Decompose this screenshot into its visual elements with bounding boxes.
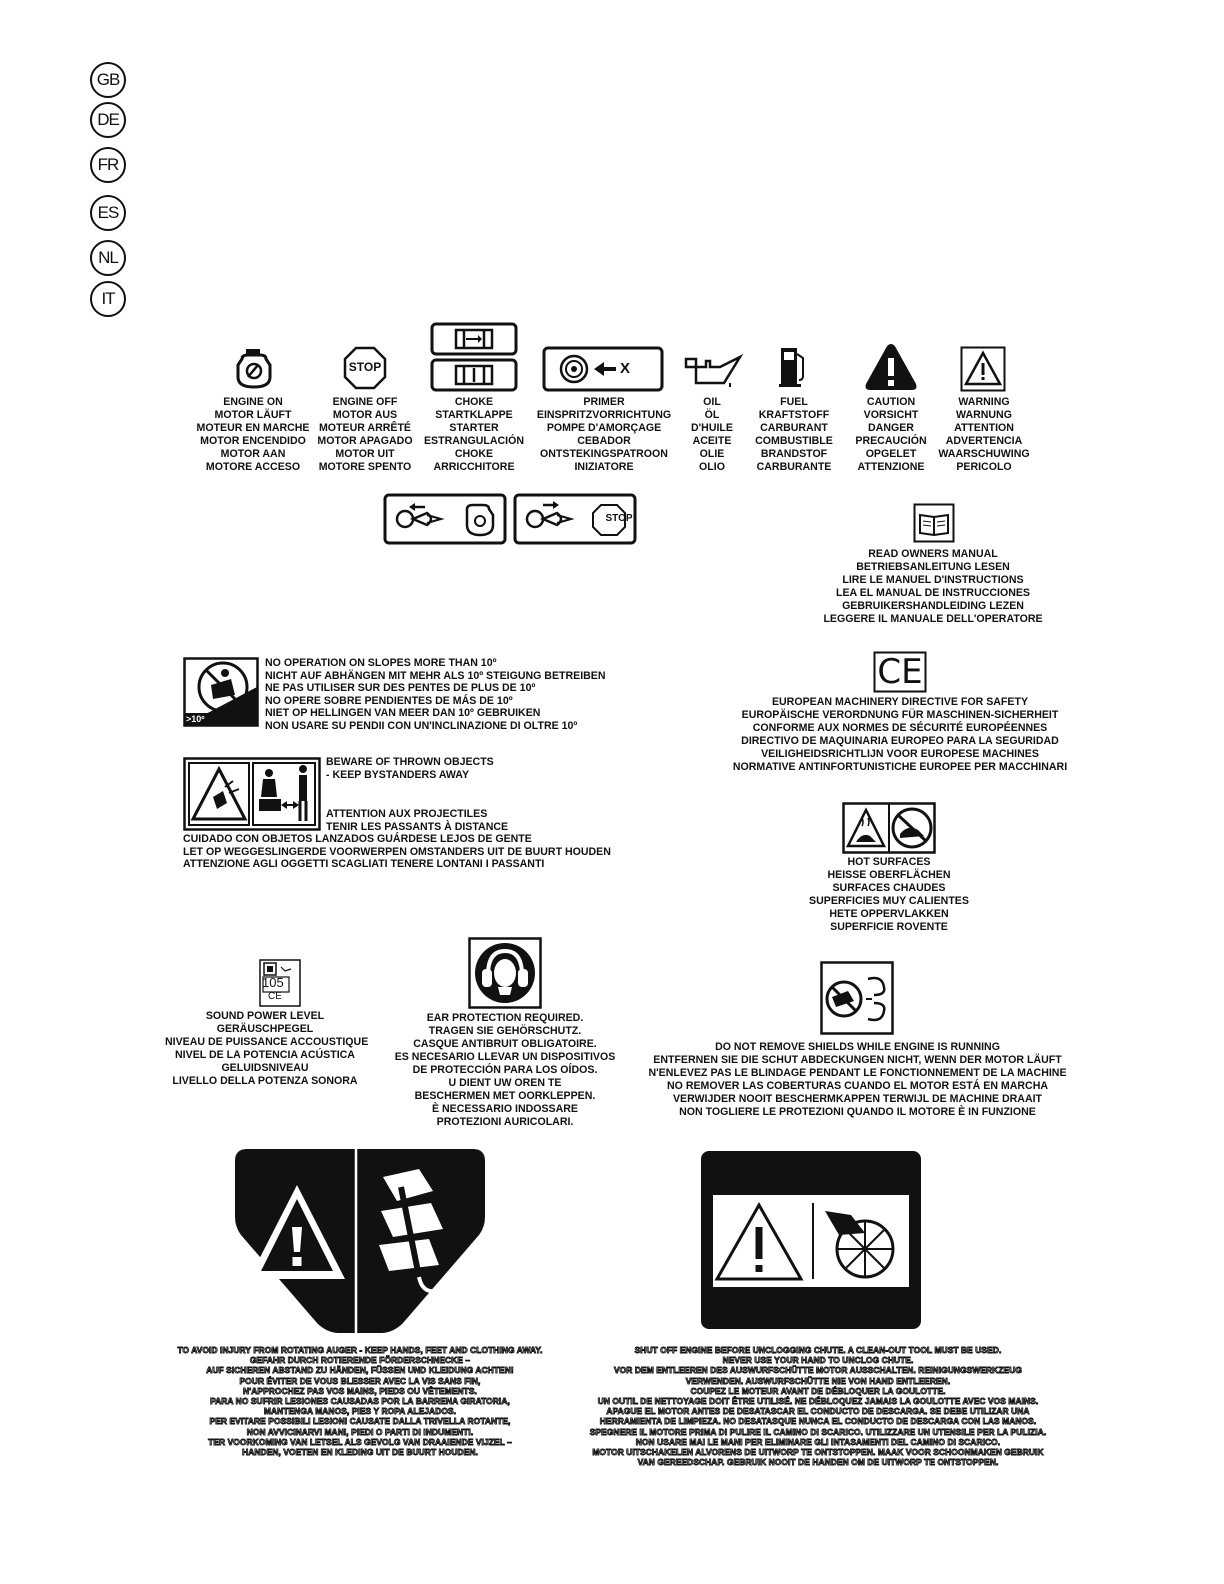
owners-manual-icon — [913, 503, 955, 543]
ce-mark-label: CE — [877, 652, 923, 692]
caution-caption: CAUTION VORSICHT DANGER PRECAUCIÓN OPGELET ATTENZIONE — [855, 396, 927, 473]
do-not-remove-shields-icon — [820, 961, 894, 1035]
choke-icon — [430, 322, 518, 392]
slopes-caption: NO OPERATION ON SLOPES MORE THAN 10º NICHT AUF ABHÄNGEN MIT MEHR ALS 10º STEIGUNG BETREIBEN NE PAS UTILISER SUR DES PENTES DE PLUS DE 10º NO OPERE SOBRE PENDIENTES DE MÁS DE 10º NIET OP HELLINGEN VAN MEER DAN 10º GEBRUIKEN NON USARE SU PENDII CON UN'INCLINAZIONE DI OLTRE 10º — [265, 657, 606, 732]
ce-caption: EUROPEAN MACHINERY DIRECTIVE FOR SAFETY EUROPÄISCHE VERORDNUNG FÜR MASCHINEN-SICHERHEIT CONFORME AUX NORMES DE SÉCURITÉ EUROPÉENNES DIRECTIVO DE MAQUINARIA EUROPEO PARA LA SEGURIDAD VEILIGHEIDSRICHTLIJN VOOR EUROPESE MACHINES NORMATIVE ANTINFORTUNISTICHE EUROPEE PER MACCHINARI — [732, 696, 1068, 773]
primer-caption: PRIMER EINSPRITZVORRICHTUNG POMPE D'AMORÇAGE CEBADOR ONTSTEKINGSPATROON INIZIATORE — [536, 396, 672, 473]
ear-protection-icon — [468, 937, 542, 1009]
sound-ce-mark: CE — [268, 991, 282, 1002]
engine-on-caption: ENGINE ON MOTOR LÄUFT MOTEUR EN MARCHE MOTOR ENCENDIDO MOTOR AAN MOTORE ACCESO — [196, 396, 310, 473]
thrown-objects-caption-bottom: CUIDADO CON OBJETOS LANZADOS GUÁRDESE LEJOS DE GENTE LET OP WEGGESLINGERDE VOORWERPEN OMSTANDERS UIT DE BUURT HOUDEN ATTENZIONE AGLI OGGETTI SCAGLIATI TENERE LONTANI I PASSANTI — [183, 833, 611, 871]
rotating-auger-decal — [233, 1147, 487, 1335]
choke-caption: CHOKE STARTKLAPPE STARTER ESTRANGULACIÓN CHOKE ARRICCHITORE — [423, 396, 525, 473]
thrown-objects-icon — [183, 757, 321, 831]
engine-off-caption: ENGINE OFF MOTOR AUS MOTEUR ARRÊTÉ MOTOR APAGADO MOTOR UIT MOTORE SPENTO — [317, 396, 413, 473]
lang-fr: FR — [90, 147, 126, 183]
chute-warning-text: SHUT OFF ENGINE BEFORE UNCLOGGING CHUTE. A CLEAN-OUT TOOL MUST BE USED. NEVER USE YOUR HAND TO UNCLOG CHUTE. VOR DEM ENTLEEREN DES AUSWURFSCHÜTTE MOTOR AUSSCHALTEN. REINIGUNGSWERKZEUG VERWENDEN. AUSWURFSCHÜTTE NIE VON HAND ENTLEEREN. COUPEZ LE MOTEUR AVANT DE DÉBLOQUER LA GOULOTTE. UN OUTIL DE NETTOYAGE DOIT ÊTRE UTILISÉ. NE DÉBLOQUEZ JAMAIS LA GOULOTTE AVEC VOS MAINS. APAGUE EL MOTOR ANTES DE DESATASCAR EL CONDUCTO DE DESCARGA. SE DEBE UTILIZAR UNA HERRAMIENTA DE LIMPIEZA. NO DESATASQUE NUNCA EL CONDUCTO DE DESCARGA CON LAS MANOS. SPEGNERE IL MOTORE PRIMA DI PULIRE IL CAMINO DI SCARICO. UTILIZZARE UN UTENSILE PER LA PULIZIA. NON USARE MAI LE MANI PER ELIMINARE GLI INTASAMENTI DEL CAMINO DI SCARICO. MOTOR UITSCHAKELEN ALVORENS DE UITWORP TE ONTSTOPPEN. MAAK VOOR SCHOONMAKEN GEBRUIK VAN GEREEDSCHAP. GEBRUIK NOOIT DE HANDEN OM DE UITWORP TE ONTSTOPPEN. — [589, 1345, 1047, 1468]
thrown-objects-caption-top: BEWARE OF THROWN OBJECTS - KEEP BYSTANDERS AWAY — [326, 756, 494, 781]
oil-can-icon — [684, 353, 744, 389]
thrown-objects-caption-mid: ATTENTION AUX PROJECTILES TENIR LES PASSANTS À DISTANCE — [326, 808, 509, 833]
lang-gb: GB — [90, 62, 126, 98]
fuel-caption: FUEL KRAFTSTOFF CARBURANT COMBUSTIBLE BRANDSTOF CARBURANTE — [755, 396, 833, 473]
engine-on-icon — [234, 347, 274, 391]
ear-protection-caption: EAR PROTECTION REQUIRED. TRAGEN SIE GEHÖRSCHUTZ. CASQUE ANTIBRUIT OBLIGATOIRE. ES NECESARIO LLEVAR UN DISPOSITIVOS DE PROTECCIÓN PARA LOS OÍDOS. U DIENT UW OREN TE BESCHERMEN MET OORKLEPPEN. È NECESSARIO INDOSSARE PROTEZIONI AURICOLARI. — [394, 1012, 616, 1128]
sound-power-caption: SOUND POWER LEVEL GERÄUSCHPEGEL NIVEAU DE PUISSANCE ACCOUSTIQUE NIVEL DE LA POTENCIA ACÚSTICA GELUIDSNIVEAU LIVELLO DELLA POTENZA SONORA — [165, 1010, 369, 1087]
hot-surfaces-icon — [842, 802, 936, 854]
key-stop-label: STOP — [605, 513, 633, 524]
slope-angle-badge: >10º — [186, 714, 205, 724]
key-engine-on-icon — [383, 493, 507, 545]
read-manual-caption: READ OWNERS MANUAL BETRIEBSANLEITUNG LESEN LIRE LE MANUEL D'INSTRUCTIONS LEA EL MANUAL DE INSTRUCCIONES GEBRUIKERSHANDLEIDING LEZEN LEGGERE IL MANUALE DELL'OPERATORE — [823, 548, 1043, 625]
hot-surfaces-caption: HOT SURFACES HEISSE OBERFLÄCHEN SURFACES CHAUDES SUPERFICIES MUY CALIENTES HETE OPPERVLAKKEN SUPERFICIE ROVENTE — [809, 856, 969, 933]
primer-icon — [542, 346, 664, 392]
primer-x-label: X — [620, 360, 631, 377]
stop-label: STOP — [348, 360, 382, 374]
chute-hand-decal — [699, 1149, 923, 1331]
caution-triangle-icon — [864, 342, 918, 392]
sound-power-value: 105 — [262, 975, 284, 990]
lang-nl: NL — [90, 240, 126, 276]
warning-triangle-icon — [960, 346, 1006, 392]
warning-caption: WARNING WARNUNG ATTENTION ADVERTENCIA WAARSCHUWING PERICOLO — [938, 396, 1030, 473]
fuel-pump-icon — [779, 344, 809, 388]
shields-caption: DO NOT REMOVE SHIELDS WHILE ENGINE IS RUNNING ENTFERNEN SIE DIE SCHUT ABDECKUNGEN NICHT, WENN DER MOTOR LÄUFT N'ENLEVEZ PAS LE BLINDAGE PENDANT LE FONCTIONNEMENT DE LA MACHINE NO REMOVER LAS COBERTURAS CUANDO EL MOTOR ESTÁ EN MARCHA VERWIJDER NOOIT BESCHERMKAPPEN TERWIJL DE MACHINE DRAAIT NON TOGLIERE LE PROTEZIONI QUANDO IL MOTORE È IN FUNZIONE — [648, 1041, 1067, 1118]
lang-de: DE — [90, 102, 126, 138]
oil-caption: OIL ÖL D'HUILE ACEITE OLIE OLIO — [691, 396, 733, 473]
auger-warning-text: TO AVOID INJURY FROM ROTATING AUGER - KEEP HANDS, FEET AND CLOTHING AWAY. GEFAHR DURCH ROTIERENDE FÖRDERSCHNECKE – AUF SICHEREN ABSTAND ZU HÄNDEN, FÜSSEN UND KLEIDUNG ACHTEN! POUR ÉVITER DE VOUS BLESSER AVEC LA VIS SANS FIN, N'APPROCHEZ PAS VOS MAINS, PIEDS OU VÊTEMENTS. PARA NO SUFRIR LESIONES CAUSADAS POR LA BARRENA GIRATORIA, MANTENGA MANOS, PIES Y ROPA ALEJADOS. PER EVITARE POSSIBILI LESIONI CAUSATE DALLA TRIVELLA ROTANTE, NON AVVICINARVI MANI, PIEDI O PARTI DI INDUMENTI. TER VOORKOMING VAN LETSEL ALS GEVOLG VAN DRAAIENDE VIJZEL – HANDEN, VOETEN EN KLEDING UIT DE BUURT HOUDEN. — [177, 1345, 543, 1458]
lang-es: ES — [90, 195, 126, 231]
lang-it: IT — [90, 281, 126, 317]
